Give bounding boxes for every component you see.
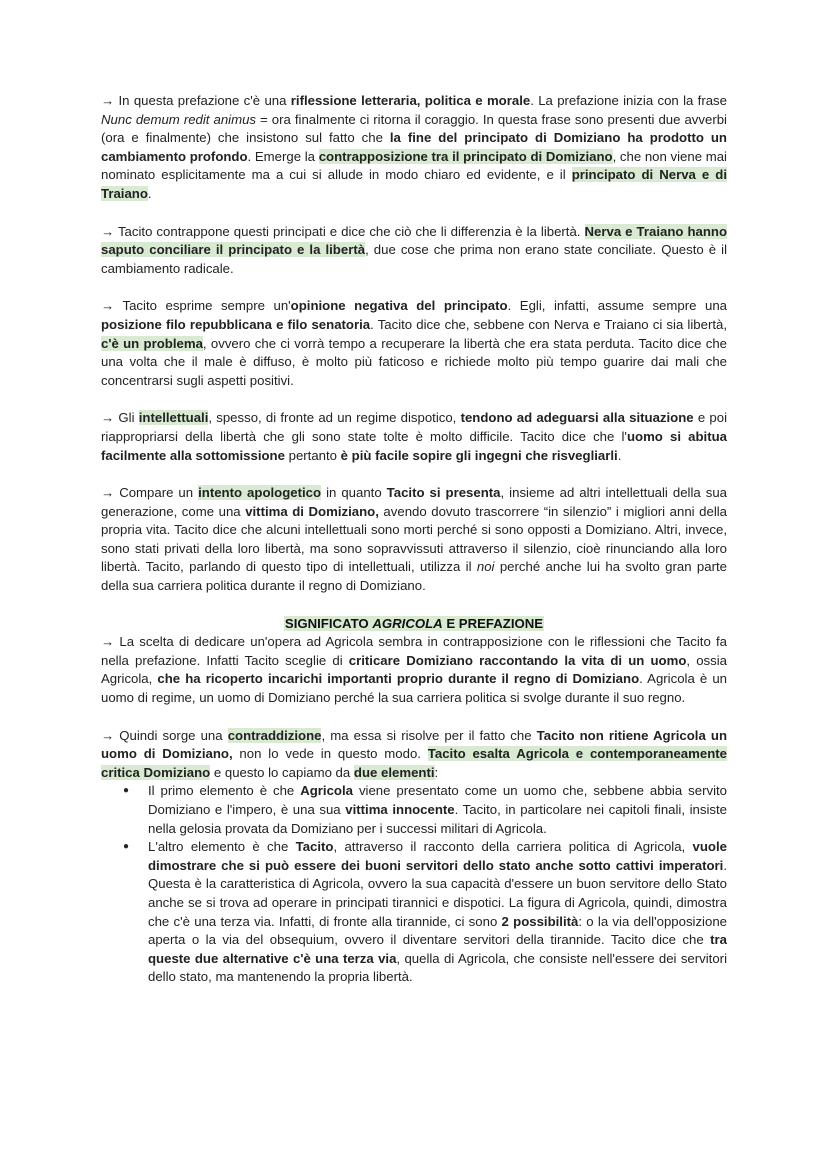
bold-text: tra queste due alternative c'è una terza via — [148, 932, 727, 966]
text-run: Il primo elemento è che — [148, 783, 301, 799]
text-run: . Emerge la — [247, 148, 319, 164]
bullet-icon: ● — [123, 785, 130, 797]
text-run: , quella di Agricola, che consiste nell'essere dei servitori dello stato, ma mantenendo la propria libertà. — [148, 950, 727, 985]
text-run: . Agricola è un uomo di regime, un uomo di Domiziano perché la sua carriera politica si svolge durante il suo regno. — [101, 671, 727, 706]
bold-text: Agricola — [300, 783, 353, 799]
bold-text: vuole dimostrare che si può essere dei buoni servitori dello stato anche sotto cattivi imperatori — [148, 839, 727, 873]
text-run: . Tacito dice che, sebbene con Nerva e Traiano ci sia libertà, — [370, 316, 727, 332]
bold-text: riflessione letteraria, politica e morale — [290, 93, 531, 108]
text-run: E PREFAZIONE — [442, 615, 544, 631]
text-run: → Quindi sorge una — [101, 727, 228, 743]
bold-text: vittima di Domiziano, — [245, 503, 379, 519]
text-run: → In questa prefazione c'è una — [101, 93, 291, 108]
paragraph-prefazione-riflessione — [101, 92, 727, 204]
list-item-text — [148, 839, 727, 984]
bold-text: vittima innocente — [345, 802, 455, 817]
text-run: → Tacito esprime sempre un' — [101, 298, 291, 314]
bold-text: la fine del principato di Domiziano ha prodotto un cambiamento profondo — [101, 130, 727, 164]
text-run: , spesso, di fronte ad un regime dispotico, — [208, 410, 461, 426]
section-title — [101, 615, 727, 634]
highlighted-text: intellettuali — [138, 410, 209, 426]
bold-text: uomo si abitua facilmente alla sottomissione — [101, 428, 727, 463]
text-run: → Gli — [101, 410, 139, 426]
text-run: avendo dovuto trascorrere “in silenzio” i migliori anni della propria vita. Tacito dice che alcuni intellettuali sono morti perché si sono opposti a Domiziano. Altri, invece, sono stati privati della loro libertà, ma sono sopravvissuti attraverso il silenzio, cioè rinunciando alla loro libertà. Tacito, parlando di questo tipo di intellettuali, utilizza il — [101, 503, 728, 575]
text-run: . La prefazione inizia con la frase — [530, 93, 727, 108]
highlighted-text: contraddizione — [227, 727, 322, 743]
italic-text: noi — [476, 559, 495, 575]
bold-text: è più facile sopire gli ingegni che risvegliarli — [340, 447, 618, 463]
bold-text: posizione filo repubblicana e filo senatoria — [101, 316, 371, 332]
text-run: in quanto — [321, 485, 387, 501]
paragraph-liberta-nerva-traiano — [101, 223, 727, 279]
text-run: . — [617, 447, 622, 463]
text-run: SIGNIFICATO — [284, 615, 373, 631]
highlighted-text: Tacito esalta Agricola e contemporaneamente critica Domiziano — [101, 746, 727, 780]
list-item-text — [148, 783, 727, 835]
highlighted-text: principato di Nerva e di Traiano — [101, 167, 727, 201]
highlighted-text: Nerva e Traiano hanno saputo conciliare il principato e la libertà — [101, 223, 728, 258]
text-run: , ossia Agricola, — [101, 652, 727, 687]
bold-text: Tacito — [295, 839, 334, 855]
text-run: : — [434, 764, 439, 780]
document-page — [101, 92, 727, 987]
bold-text: criticare Domiziano raccontando la vita di un uomo — [348, 652, 687, 668]
text-run: , ma essa si risolve per il fatto che — [321, 727, 537, 743]
highlighted-text: due elementi — [353, 764, 435, 780]
text-run: → Tacito contrappone questi principati e dice che ciò che li differenzia è la libertà. — [101, 223, 585, 239]
text-run: = ora finalmente ci ritorna il coraggio. In questa frase sono presenti due avverbi (ora e finalmente) che insistono sul fatto che — [101, 111, 727, 146]
bold-text: opinione negativa del principato — [290, 298, 508, 314]
italic-text: AGRICOLA — [372, 615, 443, 631]
text-run: → La scelta di dedicare un'opera ad Agricola sembra in contrapposizione con le riflessioni che Tacito fa nella prefazione. Infatti Tacito sceglie di — [101, 634, 727, 668]
italic-text: Nunc demum redit animus — [101, 111, 257, 127]
bullet-icon: ● — [123, 841, 130, 853]
paragraph-opinione-principato — [101, 297, 727, 390]
list-item — [123, 838, 727, 987]
text-run: . Questa è la caratteristica di Agricola, ovvero la sua capacità d'essere un buon servitore dello Stato anche se si trova ad operare in principati tirannici e dispotici. La figura di Agricola, quindi, dimostra che c'è una terza via. Infatti, di fronte alla tirannide, ci sono — [148, 857, 727, 929]
text-run: , due cose che prima non erano state conciliate. Questo è il cambiamento radicale. — [101, 242, 727, 276]
section-title-highlight — [284, 616, 544, 631]
bold-text: 2 possibilità — [501, 913, 579, 929]
text-run: : o la via dell'opposizione aperta o la via del obsequium, ovvero il diventare servitori della tirannide. Tacito dice che — [148, 913, 727, 948]
bold-text: Tacito si presenta — [386, 485, 501, 501]
paragraph-scelta-agricola — [101, 633, 727, 707]
text-run: e poi riappropriarsi della libertà che gli sono state tolte è molto difficile. Tacito dice che l' — [101, 410, 727, 444]
bold-text: tendono ad adeguarsi alla situazione — [460, 410, 694, 426]
text-run: . Egli, infatti, assume sempre una — [507, 298, 727, 314]
text-run: viene presentato come un uomo che, sebbene abbia servito Domiziano e l'impero, è una sua — [148, 783, 727, 817]
text-run: , attraverso il racconto della carriera politica di Agricola, — [333, 839, 693, 855]
paragraph-contraddizione — [101, 727, 727, 783]
text-run: , ovvero che ci vorrà tempo a recuperare la libertà che era stata perduta. Tacito dice che una volta che il male è diffuso, è molto più faticoso e richiede molto più tempo guarire dai mali che concentrarsi sugli aspetti positivi. — [101, 335, 728, 388]
text-run: . — [147, 185, 152, 201]
text-run: perché anche lui ha svolto gran parte della sua carriera politica durante il regno di Domiziano. — [101, 559, 727, 594]
list-item — [123, 782, 728, 838]
text-run: . Tacito, in particolare nei capitoli finali, insiste nella gelosia provata da Domiziano per i successi militari di Agricola. — [148, 802, 728, 836]
paragraph-intellettuali — [101, 409, 727, 465]
text-run: → Compare un — [101, 485, 199, 501]
bullet-list — [101, 782, 727, 987]
text-run: L'altro elemento è che — [148, 839, 296, 855]
text-run: , insieme ad altri intellettuali della sua generazione, come una — [101, 485, 727, 519]
text-run: e questo lo capiamo da — [210, 764, 354, 780]
paragraph-intento-apologetico — [101, 484, 727, 596]
highlighted-text: contrapposizione tra il principato di Domiziano — [318, 148, 613, 164]
text-run: non lo vede in questo modo. — [232, 746, 428, 762]
highlighted-text: intento apologetico — [198, 485, 322, 501]
highlighted-text: c'è un problema — [101, 335, 203, 351]
bold-text: Tacito non ritiene Agricola un uomo di Domiziano, — [101, 727, 727, 762]
text-run: , che non viene mai nominato esplicitamente ma a cui si allude in modo chiaro ed evidente, e il — [101, 148, 727, 183]
bold-text: che ha ricoperto incarichi importanti proprio durante il regno di Domiziano — [157, 671, 640, 687]
text-run: pertanto — [284, 447, 341, 463]
